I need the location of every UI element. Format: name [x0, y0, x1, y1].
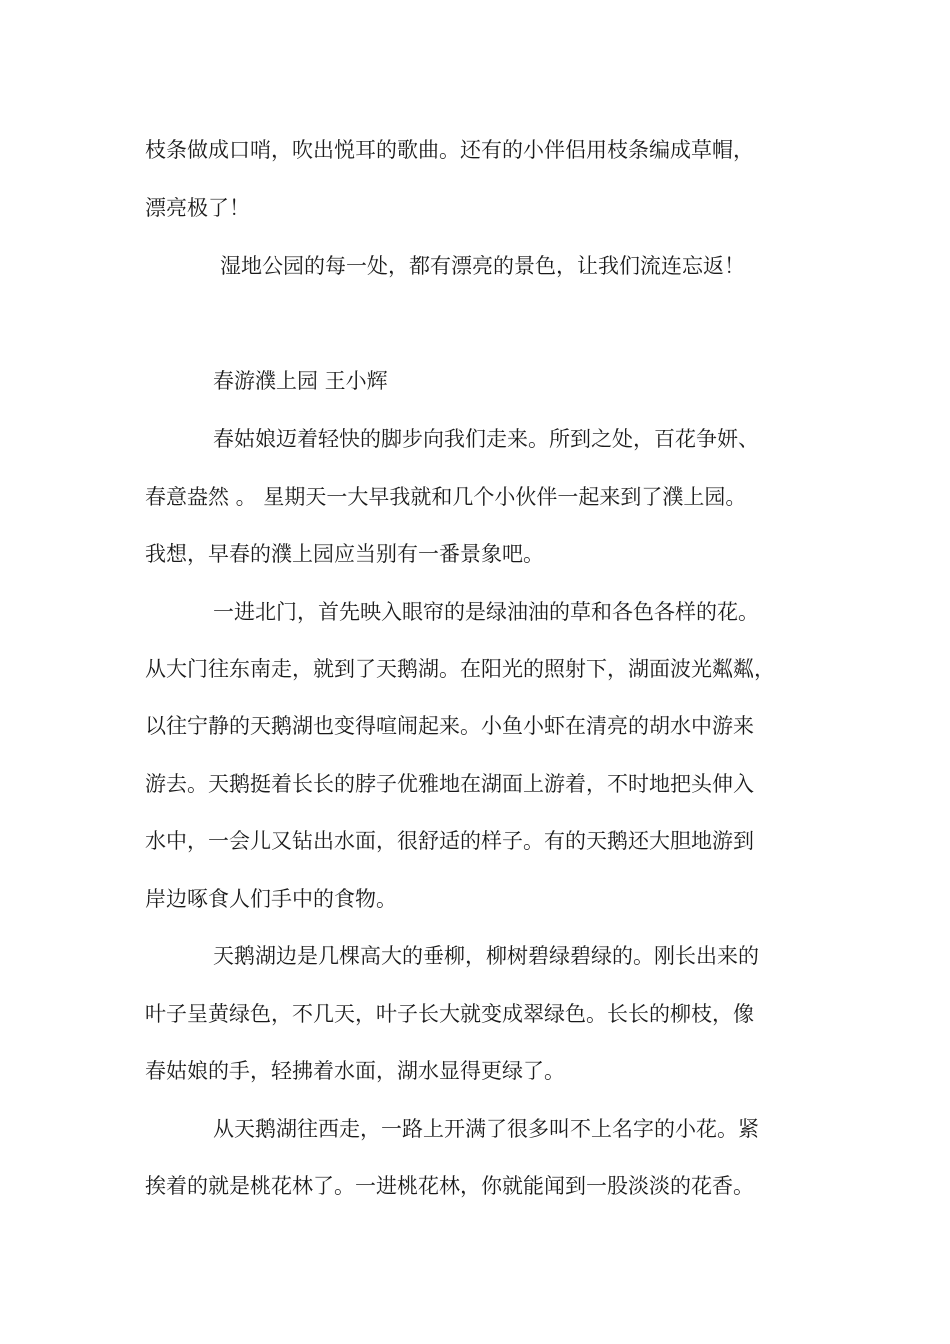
text-line-10: 以往宁静的天鹅湖也变得喧闹起来。小鱼小虾在清亮的胡水中游来	[145, 714, 754, 738]
closing-sentence: 湿地公园的每一处，都有漂亮的景色，让我们流连忘返！	[220, 254, 745, 278]
text-line-paragraph-2-start: 一进北门，首先映入眼帘的是绿油油的草和各色各样的花。	[213, 600, 759, 624]
text-line-paragraph-1-start: 春姑娘迈着轻快的脚步向我们走来。所到之处，百花争妍、	[213, 427, 759, 451]
text-line-9: 从大门往东南走，就到了天鹅湖。在阳光的照射下，湖面波光粼粼，	[145, 657, 775, 681]
text-line-paragraph-3-start: 天鹅湖边是几棵高大的垂柳，柳树碧绿碧绿的。刚长出来的	[213, 944, 759, 968]
text-line-2: 漂亮极了！	[145, 196, 250, 220]
text-line-1: 枝条做成口哨，吹出悦耳的歌曲。还有的小伴侣用枝条编成草帽，	[145, 138, 754, 162]
text-line-15: 叶子呈黄绿色，不几天，叶子长大就变成翠绿色。长长的柳枝，像	[145, 1002, 754, 1026]
text-line-12: 水中，一会儿又钻出水面，很舒适的样子。有的天鹅还大胆地游到	[145, 829, 754, 853]
text-line-6: 春意盎然 。 星期天一大早我就和几个小伙伴一起来到了濮上园。	[145, 485, 747, 509]
text-line-18: 挨着的就是桃花林了。一进桃花林，你就能闻到一股淡淡的花香。	[145, 1174, 754, 1198]
text-line-16: 春姑娘的手，轻拂着水面，湖水显得更绿了。	[145, 1059, 565, 1083]
text-line-7: 我想，早春的濮上园应当别有一番景象吧。	[145, 542, 544, 566]
text-line-11: 游去。天鹅挺着长长的脖子优雅地在湖面上游着，不时地把头伸入	[145, 772, 754, 796]
essay-title: 春游濮上园 王小辉	[213, 369, 388, 393]
text-line-paragraph-4-start: 从天鹅湖往西走，一路上开满了很多叫不上名字的小花。紧	[213, 1117, 759, 1141]
text-line-13: 岸边啄食人们手中的食物。	[145, 887, 397, 911]
